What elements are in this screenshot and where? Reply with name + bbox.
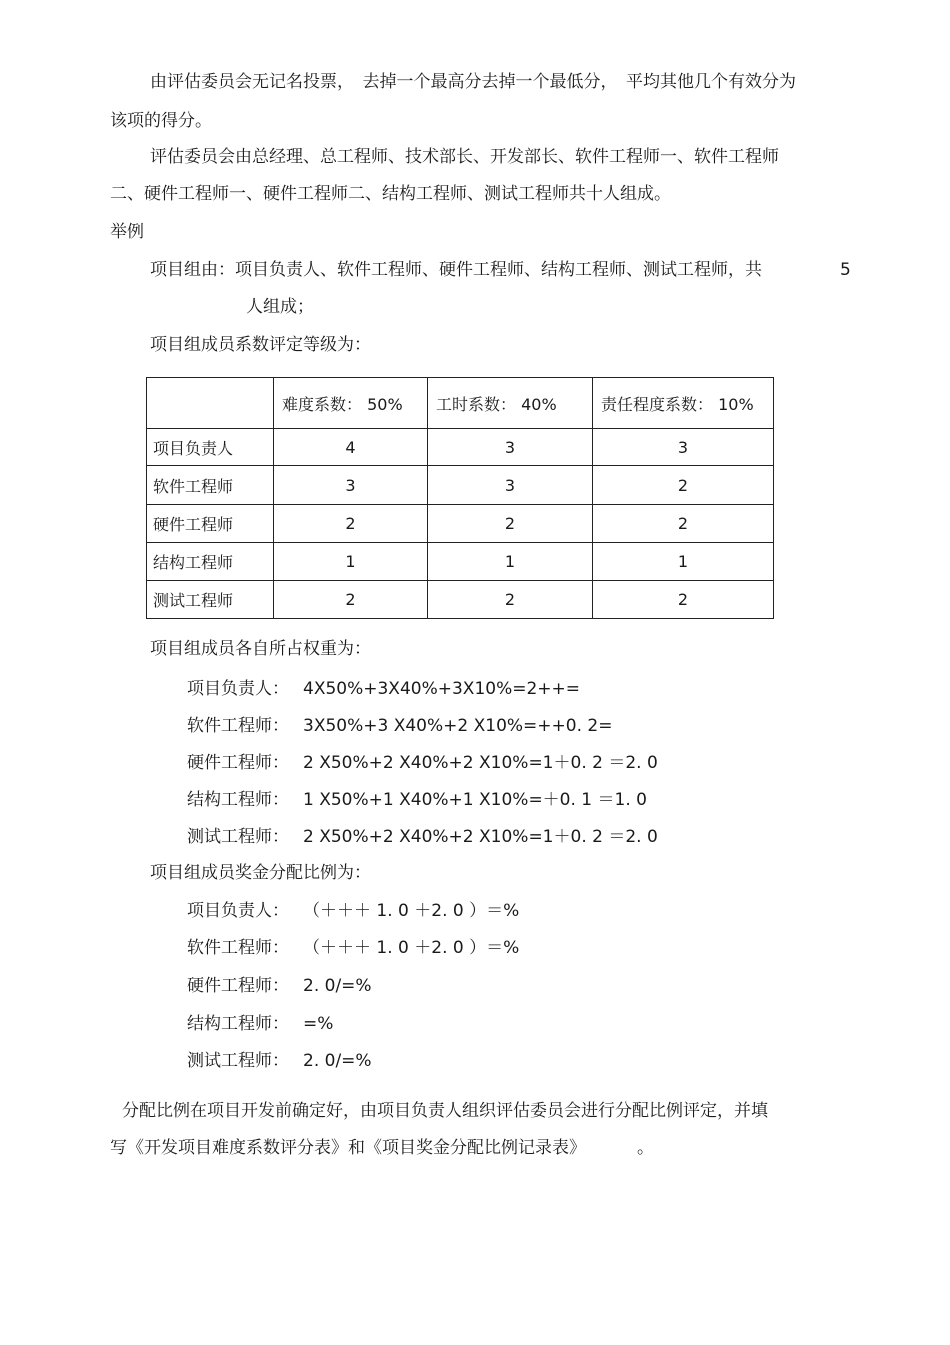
team-composition-line-1: 项目组由：项目负责人、软件工程师、硬件工程师、结构工程师、测试工程师，共 bbox=[150, 260, 762, 280]
table-row bbox=[147, 581, 774, 619]
ratio-formula: 2. 0/=% bbox=[303, 1051, 372, 1071]
table-header-workhours: 工时系数： 40% bbox=[428, 378, 593, 429]
table-cell-value: 3 bbox=[274, 466, 428, 505]
ratio-label: 测试工程师： bbox=[187, 1051, 289, 1071]
ratio-formula: （＋＋＋ 1. 0 ＋2. 0 ）＝% bbox=[303, 901, 520, 921]
table-cell-value: 2 bbox=[593, 581, 774, 619]
paragraph-committee-line-1: 评估委员会由总经理、总工程师、技术部长、开发部长、软件工程师一、软件工程师 bbox=[150, 147, 779, 167]
table-cell-value: 3 bbox=[593, 429, 774, 466]
weight-label: 结构工程师： bbox=[187, 790, 289, 810]
coefficient-table bbox=[146, 377, 774, 619]
table-row bbox=[147, 543, 774, 581]
team-composition-line-2: 人组成； bbox=[246, 297, 314, 317]
table-cell-value: 3 bbox=[428, 429, 593, 466]
ratio-formula: （＋＋＋ 1. 0 ＋2. 0 ）＝% bbox=[303, 938, 520, 958]
weight-label: 硬件工程师： bbox=[187, 753, 289, 773]
weight-label: 软件工程师： bbox=[187, 716, 289, 736]
weights-intro: 项目组成员各自所占权重为： bbox=[150, 639, 371, 659]
table-header-row bbox=[147, 378, 774, 429]
paragraph-voting-line-1: 由评估委员会无记名投票， 去掉一个最高分去掉一个最低分， 平均其他几个有效分为 bbox=[150, 72, 796, 92]
grade-intro: 项目组成员系数评定等级为： bbox=[150, 335, 371, 355]
ratio-label: 项目负责人： bbox=[187, 901, 289, 921]
table-row bbox=[147, 505, 774, 543]
table-cell-value: 1 bbox=[428, 543, 593, 581]
table-cell-value: 4 bbox=[274, 429, 428, 466]
ratio-formula: 2. 0/=% bbox=[303, 976, 372, 996]
table-cell-role: 软件工程师 bbox=[147, 466, 274, 505]
ratio-label: 软件工程师： bbox=[187, 938, 289, 958]
weight-formula: 4X50%+3X40%+3X10%=2++= bbox=[303, 679, 581, 699]
example-heading: 举例 bbox=[110, 222, 144, 242]
table-cell-value: 2 bbox=[593, 466, 774, 505]
weight-formula: 3X50%+3 X40%+2 X10%=++0. 2= bbox=[303, 716, 613, 736]
table-cell-value: 3 bbox=[428, 466, 593, 505]
paragraph-committee-line-2: 二、硬件工程师一、硬件工程师二、结构工程师、测试工程师共十人组成。 bbox=[110, 184, 671, 204]
table-cell-value: 2 bbox=[428, 505, 593, 543]
table-cell-value: 1 bbox=[274, 543, 428, 581]
ratio-label: 硬件工程师： bbox=[187, 976, 289, 996]
closing-line-1: 分配比例在项目开发前确定好，由项目负责人组织评估委员会进行分配比例评定，并填 bbox=[122, 1101, 768, 1121]
weight-label: 测试工程师： bbox=[187, 827, 289, 847]
table-cell-value: 2 bbox=[274, 505, 428, 543]
closing-line-2: 写《开发项目难度系数评分表》和《项目奖金分配比例记录表》 bbox=[110, 1138, 586, 1158]
table-cell-role: 结构工程师 bbox=[147, 543, 274, 581]
table-cell-role: 硬件工程师 bbox=[147, 505, 274, 543]
table-cell-value: 2 bbox=[274, 581, 428, 619]
table-row bbox=[147, 429, 774, 466]
weight-formula: 2 X50%+2 X40%+2 X10%=1＋0. 2 ＝2. 0 bbox=[303, 827, 658, 847]
table-cell-role: 测试工程师 bbox=[147, 581, 274, 619]
weight-formula: 1 X50%+1 X40%+1 X10%=＋0. 1 ＝1. 0 bbox=[303, 790, 647, 810]
table-header-difficulty: 难度系数： 50% bbox=[274, 378, 428, 429]
table-header-responsibility: 责任程度系数： 10% bbox=[593, 378, 774, 429]
ratio-formula: =% bbox=[303, 1014, 334, 1034]
ratios-intro: 项目组成员奖金分配比例为： bbox=[150, 863, 371, 883]
table-cell-value: 2 bbox=[428, 581, 593, 619]
team-count: 5 bbox=[840, 260, 851, 280]
weight-label: 项目负责人： bbox=[187, 679, 289, 699]
table-cell-role: 项目负责人 bbox=[147, 429, 274, 466]
ratio-label: 结构工程师： bbox=[187, 1014, 289, 1034]
closing-line-2-period: 。 bbox=[637, 1138, 654, 1158]
weight-formula: 2 X50%+2 X40%+2 X10%=1＋0. 2 ＝2. 0 bbox=[303, 753, 658, 773]
table-row bbox=[147, 466, 774, 505]
table-header-cell-empty bbox=[147, 378, 274, 429]
paragraph-voting-line-2: 该项的得分。 bbox=[110, 111, 212, 131]
table-cell-value: 1 bbox=[593, 543, 774, 581]
table-cell-value: 2 bbox=[593, 505, 774, 543]
